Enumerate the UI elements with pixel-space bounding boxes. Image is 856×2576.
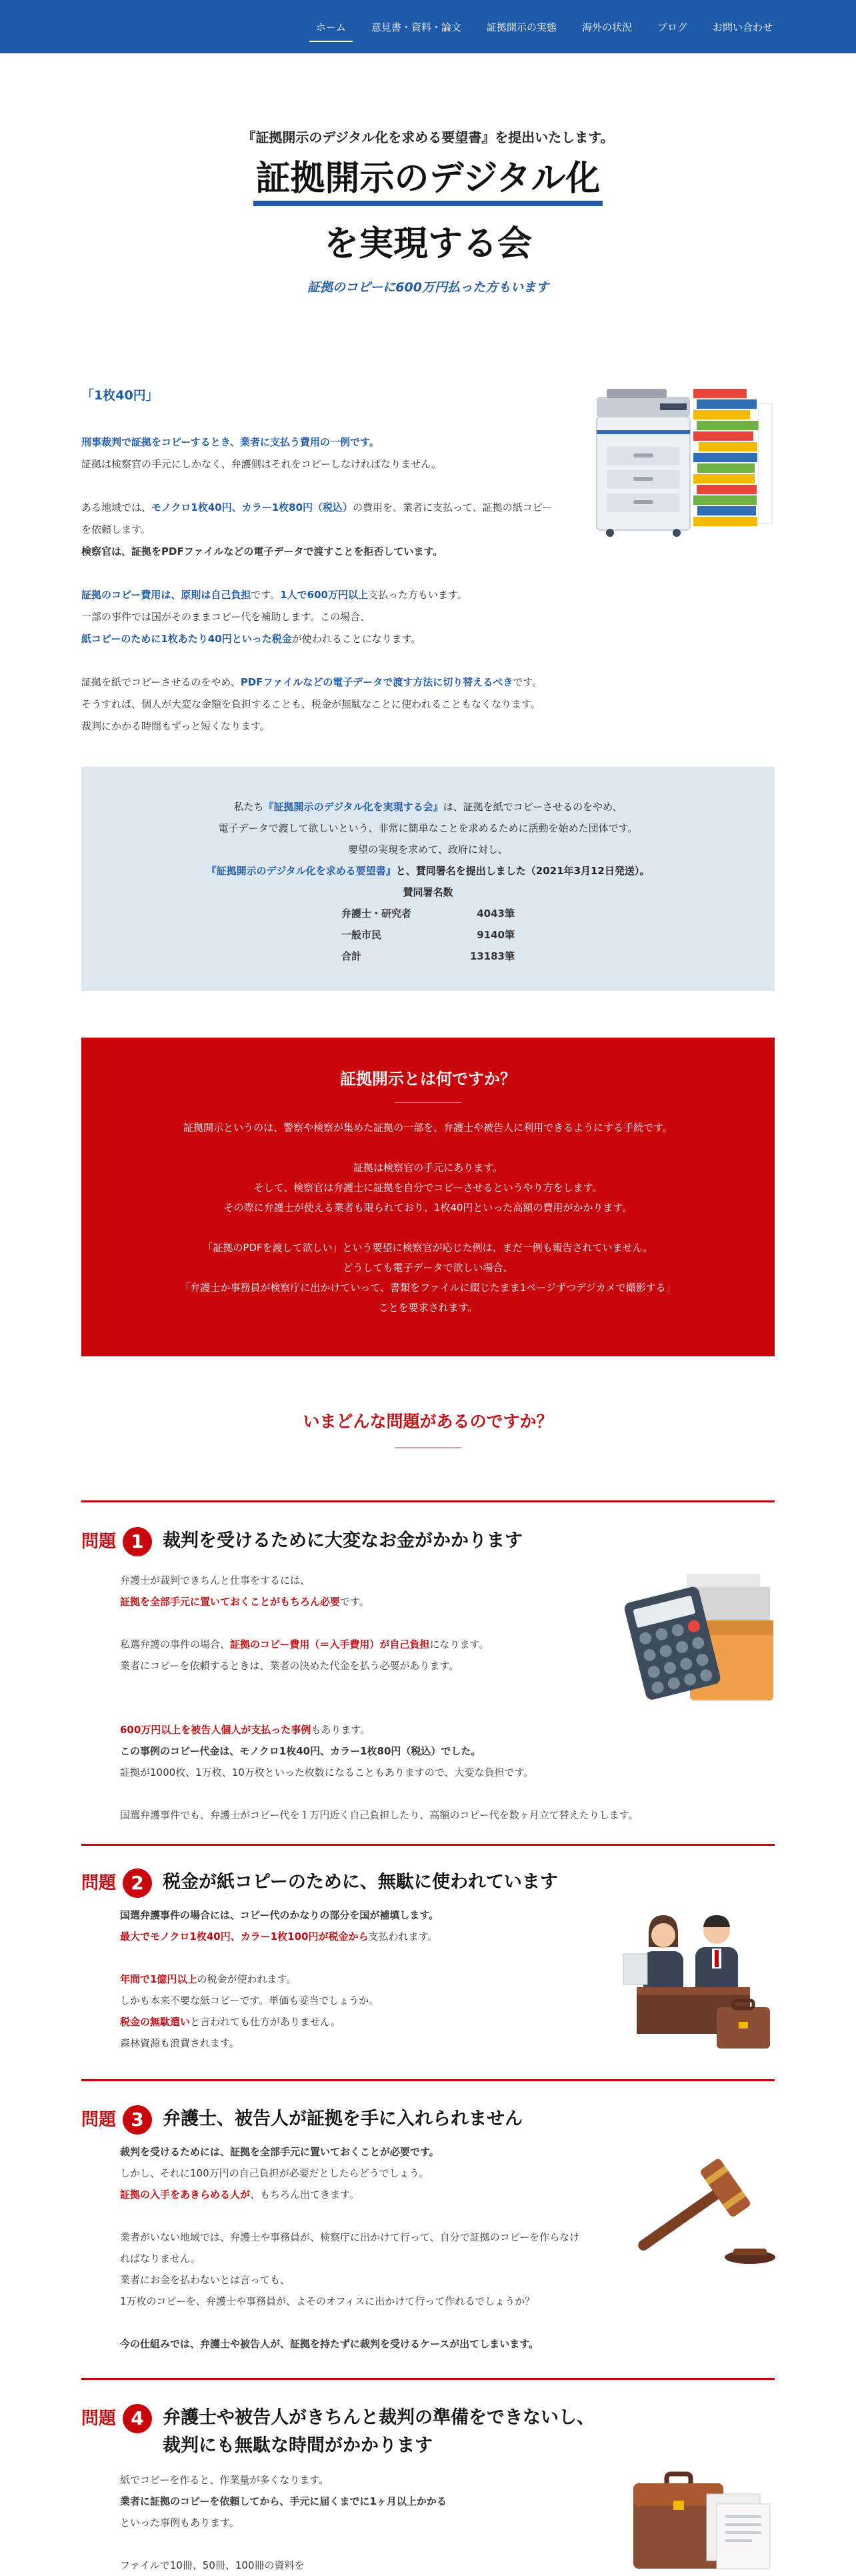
problem-text: 証拠のコピー費用（＝入手費用）が自己負担 xyxy=(230,1638,430,1650)
intro-text: です。 xyxy=(513,676,543,688)
problem-text: 証拠の入手をあきらめる人が xyxy=(120,2189,251,2201)
problem-text: 、もちろん出てきます。 xyxy=(250,2189,359,2201)
problem-title: 裁判を受けるために大変なお金がかかります xyxy=(163,1530,523,1551)
gavel-illustration xyxy=(620,2147,777,2267)
problem-number: 2 xyxy=(123,1868,152,1898)
problems-heading-block xyxy=(0,1408,856,1448)
problem-title: 税金が紙コピーのために、無駄に使われています xyxy=(163,1872,558,1892)
problem-text: 裁判を受けるためには、証拠を全部手元に置いておくことが必要です。 xyxy=(120,2146,439,2158)
what-is-disclosure-box xyxy=(81,1038,775,1356)
what-text: 証拠は検察官の手元にあります。 xyxy=(353,1162,503,1174)
intro-text: 一部の事件では国がそのままコピー代を補助します。この場合、 xyxy=(81,611,371,623)
intro-text: 証拠のコピー費用は、原則は自己負担 xyxy=(81,589,251,601)
copier-illustration xyxy=(593,383,775,537)
problem-text: しかし、それに100万円の自己負担が必要だとしたらどうでしょう。 xyxy=(120,2167,429,2179)
signature-infobox xyxy=(81,767,775,991)
signature-table xyxy=(341,903,515,967)
infobox-text: 要望の実現を求めて、政府に対し、 xyxy=(348,844,508,856)
problem-text: 600万円以上を被告人個人が支払った事例 xyxy=(120,1724,311,1736)
intro-text: 紙コピーのために1枚あたり40円といった税金 xyxy=(81,633,292,645)
intro-heading: 「1枚40円」 xyxy=(81,388,159,403)
petition-link[interactable]: 『証拠開示のデジタル化を求める要望書』 xyxy=(206,865,396,877)
what-text: その際に弁護士が使える業者も限られており、1枚40円といった高額の費用がかかります。 xyxy=(223,1202,633,1214)
intro-text: 裁判にかかる時間もずっと短くなります。 xyxy=(81,720,270,732)
intro-text: 証拠を紙でコピーさせるのをやめ、 xyxy=(81,676,241,688)
problem-text: 私選弁護の事件の場合、 xyxy=(120,1638,231,1650)
divider xyxy=(81,2079,775,2081)
problem-text: 支払われます。 xyxy=(368,1930,438,1943)
calculator-illustration xyxy=(623,1567,777,1707)
problem-number: 3 xyxy=(123,2105,152,2135)
problem-text: 年間で1億円以上 xyxy=(120,1973,197,1985)
intro-text: が使われることになります。 xyxy=(291,633,421,645)
problem-text: 弁護士が裁判できちんと仕事をするには、 xyxy=(120,1574,311,1586)
problem-number: 1 xyxy=(123,1527,152,1556)
what-text: 証拠開示というのは、警察や検察が集めた証拠の一部を、弁護士や被告人に利用できるようにする手続です。 xyxy=(183,1122,673,1134)
nav-item-actual-state[interactable]: 証拠開示の実態 xyxy=(486,21,557,33)
nav-item-overseas[interactable]: 海外の状況 xyxy=(581,21,632,33)
problem-number: 4 xyxy=(123,2404,152,2433)
problem-text: 証拠が1000枚、1万枚、10万枚といった枚数になることもありますので、大変な負担です。 xyxy=(120,1766,534,1778)
problem-text: 業者にお金を払わないとは言っても、 xyxy=(120,2274,291,2286)
problem-title: 弁護士、被告人が証拠を手に入れられません xyxy=(163,2109,523,2129)
top-navbar xyxy=(0,0,856,53)
intro-text: モノクロ1枚40円、カラー1枚80円（税込） xyxy=(151,501,353,513)
problem-text: ればなりません。 xyxy=(120,2253,201,2265)
problem-title xyxy=(163,2404,595,2460)
problem-text: 国選弁護事件でも、弁護士がコピー代を１万円近く自己負担したり、高額のコピー代を数ヶ月立て替えたりします。 xyxy=(120,1809,639,1821)
problem-label: 問題 xyxy=(81,1532,117,1552)
intro-text: 支払った方もいます。 xyxy=(367,589,467,601)
nav-item-blog[interactable]: ブログ xyxy=(657,21,687,33)
infobox-text: 電子データで渡して欲しいという、非常に簡単なことを求めるために活動を始めた団体です。 xyxy=(218,822,638,834)
problem-title-line: 弁護士や被告人がきちんと裁判の準備をできないし、 xyxy=(163,2407,595,2428)
what-text: 「弁護士か事務員が検察庁に出かけていって、書類をファイルに綴じたまま1ページずつデジカメで撮影する」 xyxy=(180,1282,676,1294)
divider xyxy=(81,1844,775,1846)
problem-text: と言われても仕方がありません。 xyxy=(190,2016,341,2028)
problem-text: 森林資源も浪費されます。 xyxy=(120,2037,239,2049)
intro-text: 検察官は、証拠をPDFファイルなどの電子データで渡すことを拒否しています。 xyxy=(81,545,443,557)
intro-text: 刑事裁判で証拠をコピーするとき、業者に支払う費用の一例です。 xyxy=(81,436,379,448)
divider xyxy=(395,1447,461,1448)
signature-label: 合計 xyxy=(341,950,362,962)
intro-text: 証拠は検察官の手元にしかなく、弁護側はそれをコピーしなければなりません。 xyxy=(81,458,442,470)
infobox-text: 私たち xyxy=(233,801,264,813)
divider xyxy=(395,1102,461,1103)
problem-text: 今の仕組みでは、弁護士や被告人が、証拠を持たずに裁判を受けるケースが出てしまいます。 xyxy=(120,2338,539,2350)
intro-text: を依頼します。 xyxy=(81,523,151,535)
problems-heading: いまどんな問題があるのですか？ xyxy=(303,1412,553,1431)
hero xyxy=(0,127,856,295)
infobox-text: は、証拠を紙でコピーさせるのをやめ、 xyxy=(443,801,623,813)
lawyers-illustration xyxy=(617,1907,777,2054)
what-text: どうしても電子データで欲しい場合、 xyxy=(343,1262,513,1274)
problem-label: 問題 xyxy=(81,1873,117,1893)
intro-text: の費用を、業者に支払って、証拠の紙コピー xyxy=(353,501,553,513)
problem-text: 業者に証拠のコピーを依頼してから、手元に届くまでに1ヶ月以上かかる xyxy=(120,2495,447,2507)
what-text: 「証拠のPDFを渡して欲しい」という要望に検察官が応じた例は、まだ一例も報告されていません。 xyxy=(203,1242,653,1254)
nav-item-home[interactable]: ホーム xyxy=(315,21,346,33)
problem-text: 国選弁護事件の場合には、コピー代のかなりの部分を国が補填します。 xyxy=(120,1909,439,1921)
signature-row xyxy=(341,924,515,946)
nav-item-opinions[interactable]: 意見書・資料・論文 xyxy=(371,21,461,33)
signature-row xyxy=(341,946,515,967)
problem-text: もあります。 xyxy=(311,1724,371,1736)
divider xyxy=(81,1500,775,1502)
infobox-text: と、賛同署名を提出しました（2021年3月12日発送）。 xyxy=(395,865,650,877)
problem-text: 証拠を全部手元に置いておくことがもちろん必要 xyxy=(120,1596,341,1608)
problem-text: 1万枚のコピーを、弁護士や事務員が、よそのオフィスに出かけて行って作れるでしょうか？ xyxy=(120,2295,535,2307)
problem-text: しかも本来不要な紙コピーです。単価も妥当でしょうか。 xyxy=(120,1995,379,2007)
briefcase-illustration xyxy=(627,2467,777,2569)
problem-text: 税金の無駄遣い xyxy=(120,2016,191,2028)
intro-text: そうすれば、個人が大変な金額を負担することも、税金が無駄なことに使われることもなくなります。 xyxy=(81,698,541,710)
signature-title: 賛同署名数 xyxy=(403,886,453,898)
nav-item-contact[interactable]: お問い合わせ xyxy=(712,21,773,33)
divider xyxy=(81,2378,775,2380)
hero-title-line2: を実現する会 xyxy=(323,224,532,265)
nav-menu xyxy=(291,0,773,53)
problem-text: といった事例もあります。 xyxy=(120,2517,239,2529)
intro-section xyxy=(81,385,588,738)
intro-text: PDFファイルなどの電子データで渡す方法に切り替えるべき xyxy=(240,676,513,688)
signature-value: 13183筆 xyxy=(469,950,515,962)
what-text: そして、検察官は弁護士に証拠を自分でコピーさせるというやり方をします。 xyxy=(253,1182,603,1194)
problem-label: 問題 xyxy=(81,2110,117,2130)
signature-value: 9140筆 xyxy=(477,929,515,941)
hero-subtitle: 証拠のコピーに600万円払った方もいます xyxy=(307,280,549,295)
intro-text: ある地域では、 xyxy=(81,501,152,513)
what-text: ことを要求されます。 xyxy=(378,1302,478,1314)
problem-label: 問題 xyxy=(81,2409,117,2429)
problem-text: 最大でモノクロ1枚40円、カラー1枚100円が税金から xyxy=(120,1930,369,1943)
problem-text: この事例のコピー代金は、モノクロ1枚40円、カラー1枚80円（税込）でした。 xyxy=(120,1745,481,1757)
signature-label: 弁護士・研究者 xyxy=(341,908,412,920)
hero-lead: 『証拠開示のデジタル化を求める要望書』を提出いたします。 xyxy=(242,129,614,145)
intro-text: です。 xyxy=(251,589,281,601)
hero-title-line1: 証拠開示のデジタル化 xyxy=(253,158,603,206)
problem-text: 業者にコピーを依頼するときは、業者の決めた代金を払う必要があります。 xyxy=(120,1660,459,1672)
problem-text: 紙でコピーを作ると、作業量が多くなります。 xyxy=(120,2474,329,2486)
problem-text: ファイルで10冊、50冊、100冊の資料を xyxy=(120,2559,305,2571)
signature-label: 一般市民 xyxy=(341,929,382,941)
what-title: 証拠開示とは何ですか？ xyxy=(340,1070,516,1088)
infobox-text: 『証拠開示のデジタル化を実現する会』 xyxy=(263,801,443,813)
problem-title-line: 裁判にも無駄な時間がかかります xyxy=(163,2435,433,2456)
problem-text: になります。 xyxy=(429,1638,489,1650)
signature-row xyxy=(341,903,515,924)
problem-text: です。 xyxy=(340,1596,369,1608)
problem-text: の税金が使われます。 xyxy=(197,1973,297,1985)
problem-text: 業者がいない地域では、弁護士や事務員が、検察庁に出かけて行って、自分で証拠のコピーを作らなけ xyxy=(120,2231,580,2243)
intro-text: 1人で600万円以上 xyxy=(280,589,368,601)
signature-value: 4043筆 xyxy=(477,908,515,920)
